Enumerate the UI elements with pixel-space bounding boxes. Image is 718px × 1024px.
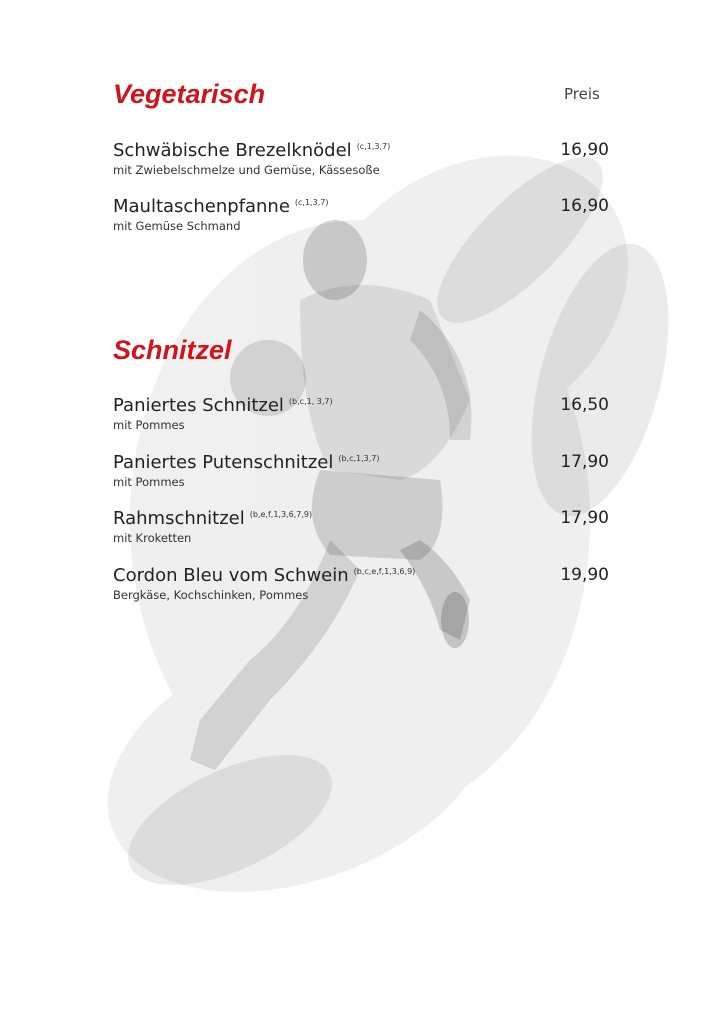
- menu-item: [113, 452, 613, 489]
- item-price: 19,90: [560, 565, 609, 585]
- item-price: 16,50: [560, 395, 609, 415]
- menu-item: [113, 508, 613, 545]
- allergen-codes: (c,1,3,7): [356, 142, 391, 151]
- section-title-vegetarisch: Vegetarisch: [113, 79, 266, 109]
- item-name: Paniertes Putenschnitzel: [113, 452, 334, 473]
- allergen-codes: (b,e,f,1,3,6,7,9): [249, 510, 313, 519]
- item-price: 17,90: [560, 452, 609, 472]
- menu-item: [113, 140, 613, 177]
- menu-item: [113, 565, 613, 602]
- menu-item: [113, 395, 613, 432]
- item-name: Maultaschenpfanne: [113, 196, 290, 217]
- allergen-codes: (b,c,1,3,7): [338, 454, 380, 463]
- item-price: 16,90: [560, 140, 609, 160]
- section-title-schnitzel: Schnitzel: [113, 335, 232, 365]
- allergen-codes: (c,1,3,7): [294, 198, 329, 207]
- item-price: 16,90: [560, 196, 609, 216]
- allergen-codes: (b,c,1, 3,7): [288, 397, 333, 406]
- item-name: Paniertes Schnitzel: [113, 395, 284, 416]
- price-column-header: Preis: [564, 85, 600, 103]
- item-description: mit Pommes: [113, 418, 185, 432]
- item-name: Cordon Bleu vom Schwein: [113, 565, 349, 586]
- item-name: Schwäbische Brezelknödel: [113, 140, 352, 161]
- item-description: mit Zwiebelschmelze und Gemüse, Kässesoße: [113, 163, 380, 177]
- item-description: mit Pommes: [113, 475, 185, 489]
- menu-item: [113, 196, 613, 233]
- item-description: mit Kroketten: [113, 531, 192, 545]
- item-price: 17,90: [560, 508, 609, 528]
- item-name: Rahmschnitzel: [113, 508, 245, 529]
- item-description: Bergkäse, Kochschinken, Pommes: [113, 588, 309, 602]
- item-description: mit Gemüse Schmand: [113, 219, 241, 233]
- allergen-codes: (b,c,e,f,1,3,6,9): [353, 567, 416, 576]
